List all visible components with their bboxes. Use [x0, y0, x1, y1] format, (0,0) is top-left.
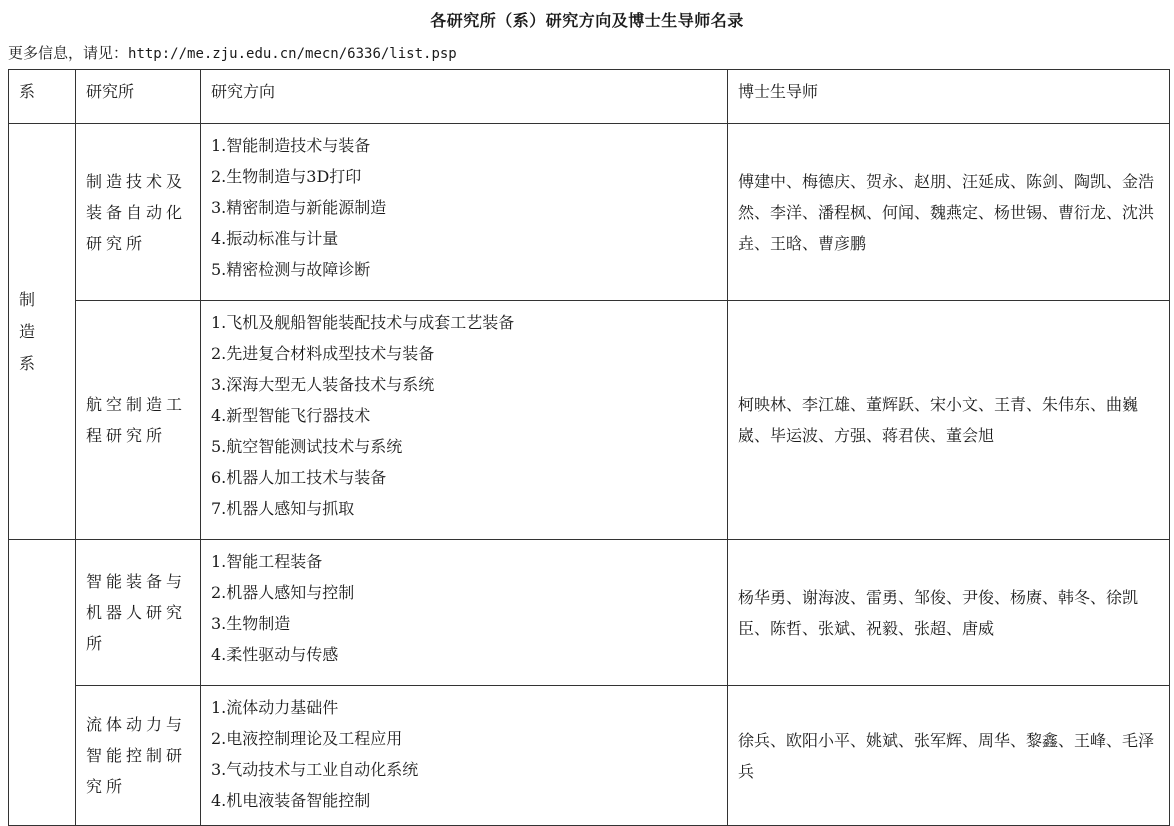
header-institute: 研究所 — [76, 70, 201, 124]
direction-cell — [201, 301, 728, 540]
table-row — [9, 686, 1170, 826]
direction-item: 4.机电液装备智能控制 — [211, 791, 371, 810]
advisor-directory-table — [8, 69, 1170, 826]
advisors-cell: 杨华勇、谢海波、雷勇、邹俊、尹俊、杨赓、韩冬、徐凯臣、陈哲、张斌、祝毅、张超、唐威 — [728, 540, 1170, 686]
direction-item: 1.智能制造技术与装备 — [211, 136, 371, 155]
direction-item: 5.航空智能测试技术与系统 — [211, 437, 403, 456]
direction-list — [211, 546, 717, 670]
table-row — [9, 301, 1170, 540]
header-direction: 研究方向 — [201, 70, 728, 124]
direction-item: 2.先进复合材料成型技术与装备 — [211, 344, 435, 363]
institute-cell: 智能装备与机器人研究所 — [76, 540, 201, 686]
document-title: 各研究所（系）研究方向及博士生导师名录 — [430, 11, 744, 30]
dept-cell: 制造系 — [9, 124, 76, 540]
direction-item: 1.飞机及舰船智能装配技术与成套工艺装备 — [211, 313, 515, 332]
more-info-url[interactable]: http://me.zju.edu.cn/mecn/6336/list.psp — [128, 46, 457, 62]
header-advisors: 博士生导师 — [728, 70, 1170, 124]
direction-cell — [201, 540, 728, 686]
direction-item: 3.精密制造与新能源制造 — [211, 198, 387, 217]
direction-item: 2.电液控制理论及工程应用 — [211, 729, 403, 748]
header-dept: 系 — [9, 70, 76, 124]
direction-item: 3.气动技术与工业自动化系统 — [211, 760, 419, 779]
direction-item: 1.智能工程装备 — [211, 552, 323, 571]
direction-item: 4.新型智能飞行器技术 — [211, 406, 371, 425]
direction-list — [211, 307, 717, 524]
table-header-row — [9, 70, 1170, 124]
table-row — [9, 540, 1170, 686]
more-info-line — [8, 42, 457, 63]
direction-item: 4.振动标准与计量 — [211, 229, 339, 248]
more-info-label: 更多信息，请见： — [8, 44, 129, 62]
direction-item: 3.生物制造 — [211, 614, 291, 633]
institute-cell: 航空制造工程研究所 — [76, 301, 201, 540]
advisors-cell: 傅建中、梅德庆、贺永、赵朋、汪延成、陈剑、陶凯、金浩然、李洋、潘程枫、何闻、魏燕定、杨世锡、曹衍龙、沈洪垚、王晗、曹彦鹏 — [728, 124, 1170, 301]
direction-list — [211, 692, 717, 816]
direction-cell — [201, 686, 728, 826]
direction-item: 5.精密检测与故障诊断 — [211, 260, 371, 279]
direction-cell — [201, 124, 728, 301]
institute-cell: 制造技术及装备自动化研究所 — [76, 124, 201, 301]
direction-item: 7.机器人感知与抓取 — [211, 499, 355, 518]
advisors-cell: 柯映林、李江雄、董辉跃、宋小文、王青、朱伟东、曲巍崴、毕运波、方强、蒋君侠、董会旭 — [728, 301, 1170, 540]
dept-cell — [9, 540, 76, 826]
table-row — [9, 124, 1170, 301]
institute-cell: 流体动力与智能控制研究所 — [76, 686, 201, 826]
direction-item: 1.流体动力基础件 — [211, 698, 339, 717]
direction-item: 2.机器人感知与控制 — [211, 583, 355, 602]
direction-item: 2.生物制造与3D打印 — [211, 167, 362, 186]
direction-item: 4.柔性驱动与传感 — [211, 645, 339, 664]
direction-item: 3.深海大型无人装备技术与系统 — [211, 375, 435, 394]
direction-item: 6.机器人加工技术与装备 — [211, 468, 387, 487]
advisors-cell: 徐兵、欧阳小平、姚斌、张军辉、周华、黎鑫、王峰、毛泽兵 — [728, 686, 1170, 826]
direction-list — [211, 130, 717, 285]
